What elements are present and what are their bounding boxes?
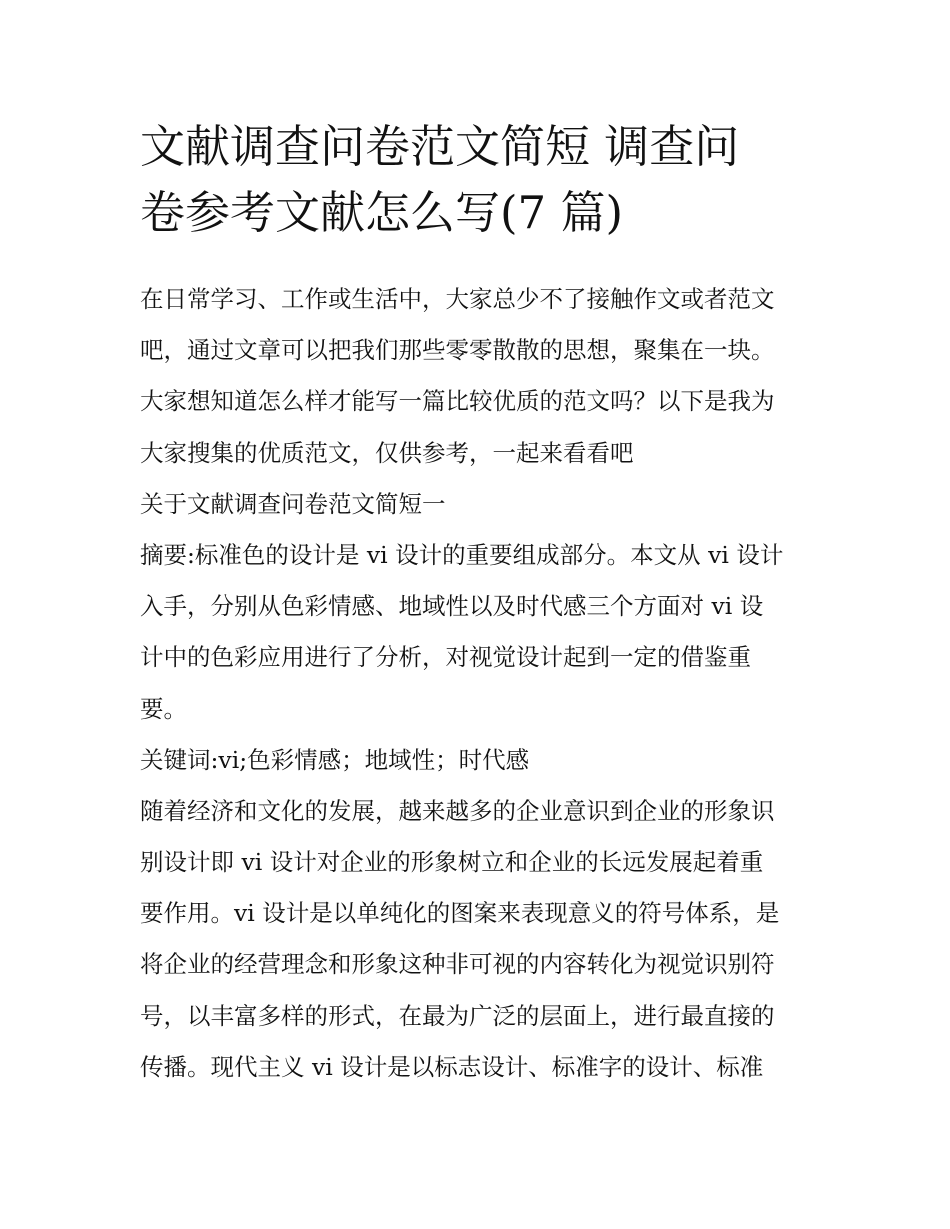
abstract-line: 计中的色彩应用进行了分析，对视觉设计起到一定的借鉴重 xyxy=(140,643,751,672)
abstract-line: 要。 xyxy=(140,694,187,723)
section-heading: 关于文献调查问卷范文简短一 xyxy=(140,489,446,518)
body-line: 将企业的经营理念和形象这种非可视的内容转化为视觉识别符 xyxy=(140,950,775,979)
body-line: 传播。现代主义 vi 设计是以标志设计、标准字的设计、标准 xyxy=(140,1052,764,1081)
body-line: 随着经济和文化的发展，越来越多的企业意识到企业的形象识 xyxy=(140,796,775,825)
body-line: 大家搜集的优质范文，仅供参考，一起来看看吧 xyxy=(140,438,634,467)
title-line-2: 卷参考文献怎么写(7 篇) xyxy=(140,186,624,239)
keywords-line: 关键词:vi;色彩情感；地域性；时代感 xyxy=(140,745,530,774)
abstract-line: 入手，分别从色彩情感、地域性以及时代感三个方面对 vi 设 xyxy=(140,592,764,621)
title-line-1: 文献调查问卷范文简短 调查问 xyxy=(140,120,740,173)
document-title xyxy=(140,114,820,246)
document-body xyxy=(140,274,830,1093)
abstract-line: 摘要:标准色的设计是 vi 设计的重要组成部分。本文从 vi 设计 xyxy=(140,540,784,569)
body-line: 要作用。vi 设计是以单纯化的图案来表现意义的符号体系，是 xyxy=(140,899,780,928)
body-line: 大家想知道怎么样才能写一篇比较优质的范文吗？以下是我为 xyxy=(140,387,775,416)
body-line: 号，以丰富多样的形式，在最为广泛的层面上，进行最直接的 xyxy=(140,1001,775,1030)
body-line: 别设计即 vi 设计对企业的形象树立和企业的长远发展起着重 xyxy=(140,848,764,877)
body-line: 在日常学习、工作或生活中，大家总少不了接触作文或者范文 xyxy=(140,285,775,313)
body-line: 吧，通过文章可以把我们那些零零散散的思想，聚集在一块。 xyxy=(140,336,775,365)
